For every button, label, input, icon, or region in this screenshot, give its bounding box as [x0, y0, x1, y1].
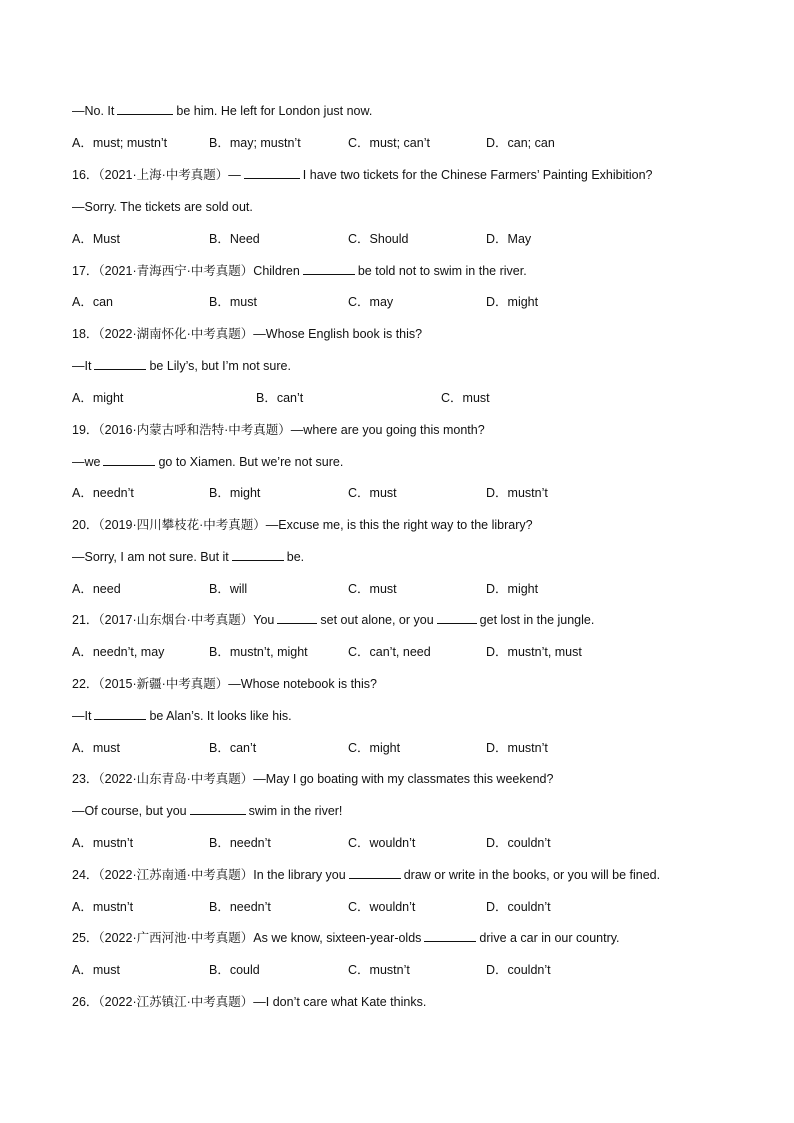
option-b: B．will: [209, 582, 248, 596]
question-text: —It: [72, 359, 92, 373]
question-text: 23．（2022·山东青岛·中考真题）—May I go boating with my classmates this weekend?: [72, 772, 554, 786]
option-a: A．need: [72, 582, 121, 596]
question-line: [72, 770, 553, 788]
question-line: [72, 516, 533, 534]
question-text: 19．（2016·内蒙古呼和浩特·中考真题）—where are you going this month?: [72, 423, 485, 437]
option-a: A．needn’t: [72, 486, 134, 500]
option-d: D．mustn’t: [486, 486, 548, 500]
option-b: B．may; mustn’t: [209, 136, 301, 150]
question-text: 16．（2021·上海·中考真题）—: [72, 168, 241, 182]
question-line: [72, 611, 594, 629]
question-text: swim in the river!: [248, 804, 343, 818]
option-c: C．must: [348, 486, 397, 500]
question-line: [72, 707, 292, 725]
answer-blank: [244, 166, 300, 179]
option-a: A．can: [72, 295, 113, 309]
question-text: be him. He left for London just now.: [176, 104, 373, 118]
option-c: C．mustn’t: [348, 963, 410, 977]
option-a: A．might: [72, 391, 124, 405]
answer-blank: [190, 802, 246, 815]
question-text: go to Xiamen. But we’re not sure.: [158, 455, 344, 469]
answer-blank: [117, 102, 173, 115]
question-line: [72, 166, 653, 184]
option-a: A．must: [72, 963, 120, 977]
option-b: B．can’t: [209, 741, 257, 755]
answer-blank: [94, 707, 146, 720]
answer-blank: [232, 548, 284, 561]
question-text: be told not to swim in the river.: [357, 264, 527, 278]
question-text: get lost in the jungle.: [479, 613, 595, 627]
question-text: be Lily’s, but I’m not sure.: [149, 359, 291, 373]
answer-blank: [277, 611, 317, 624]
option-d: D．couldn’t: [486, 963, 551, 977]
question-line: [72, 802, 342, 820]
option-d: D．May: [486, 232, 532, 246]
question-line: [72, 262, 527, 280]
option-b: B．must: [209, 295, 257, 309]
option-c: C．wouldn’t: [348, 836, 416, 850]
option-b: B．might: [209, 486, 261, 500]
option-d: D．mustn’t: [486, 741, 548, 755]
option-c: C．must: [348, 582, 397, 596]
question-text: I have two tickets for the Chinese Farmers’ Painting Exhibition?: [302, 168, 653, 182]
question-text: 25．（2022·广西河池·中考真题）As we know, sixteen-year-olds: [72, 931, 422, 945]
question-text: 17．（2021·青海西宁·中考真题）Children: [72, 264, 300, 278]
option-a: A．must: [72, 741, 120, 755]
option-c: C．can’t, need: [348, 645, 431, 659]
answer-blank: [103, 453, 155, 466]
question-line: [72, 357, 291, 375]
option-b: B．could: [209, 963, 260, 977]
question-line: [72, 198, 253, 216]
question-line: [72, 453, 343, 471]
option-c: C．may: [348, 295, 394, 309]
answer-blank: [349, 866, 401, 879]
question-line: [72, 929, 620, 947]
question-text: —we: [72, 455, 101, 469]
option-b: B．mustn’t, might: [209, 645, 308, 659]
answer-blank: [424, 929, 476, 942]
question-line: [72, 102, 372, 120]
option-b: B．Need: [209, 232, 260, 246]
option-b: B．needn’t: [209, 900, 271, 914]
question-text: 20．（2019·四川攀枝花·中考真题）—Excuse me, is this the right way to the library?: [72, 518, 533, 532]
answer-blank: [303, 262, 355, 275]
question-text: 21．（2017·山东烟台·中考真题）You: [72, 613, 275, 627]
question-text: 24．（2022·江苏南通·中考真题）In the library you: [72, 868, 346, 882]
question-line: [72, 421, 485, 439]
question-text: —No. It: [72, 104, 115, 118]
answer-blank: [437, 611, 477, 624]
option-a: A．mustn’t: [72, 836, 134, 850]
option-d: D．mustn’t, must: [486, 645, 582, 659]
option-a: A．must; mustn’t: [72, 136, 168, 150]
option-c: C．must; can’t: [348, 136, 430, 150]
question-line: [72, 325, 422, 343]
option-d: D．might: [486, 295, 539, 309]
question-text: 26．（2022·江苏镇江·中考真题）—I don’t care what Kate thinks.: [72, 995, 427, 1009]
option-d: D．couldn’t: [486, 836, 551, 850]
question-text: 18．（2022·湖南怀化·中考真题）—Whose English book is this?: [72, 327, 423, 341]
question-text: —Sorry, I am not sure. But it: [72, 550, 229, 564]
question-text: be.: [286, 550, 305, 564]
question-line: [72, 993, 426, 1011]
option-c: C．wouldn’t: [348, 900, 416, 914]
option-c: C．must: [441, 391, 490, 405]
question-text: set out alone, or you: [320, 613, 434, 627]
question-text: draw or write in the books, or you will be fined.: [403, 868, 661, 882]
question-line: [72, 548, 304, 566]
question-text: —It: [72, 709, 92, 723]
option-a: A．needn’t, may: [72, 645, 165, 659]
option-d: D．couldn’t: [486, 900, 551, 914]
option-c: C．might: [348, 741, 401, 755]
option-a: A．mustn’t: [72, 900, 134, 914]
option-d: D．might: [486, 582, 539, 596]
question-text: —Of course, but you: [72, 804, 187, 818]
question-line: [72, 866, 660, 884]
option-b: B．needn’t: [209, 836, 271, 850]
question-text: drive a car in our country.: [479, 931, 620, 945]
question-text: —Sorry. The tickets are sold out.: [72, 200, 253, 214]
option-b: B．can’t: [256, 391, 304, 405]
question-line: [72, 675, 377, 693]
question-text: be Alan’s. It looks like his.: [149, 709, 292, 723]
question-text: 22．（2015·新疆·中考真题）—Whose notebook is this?: [72, 677, 377, 691]
option-a: A．Must: [72, 232, 120, 246]
answer-blank: [94, 357, 146, 370]
option-c: C．Should: [348, 232, 409, 246]
option-d: D．can; can: [486, 136, 555, 150]
